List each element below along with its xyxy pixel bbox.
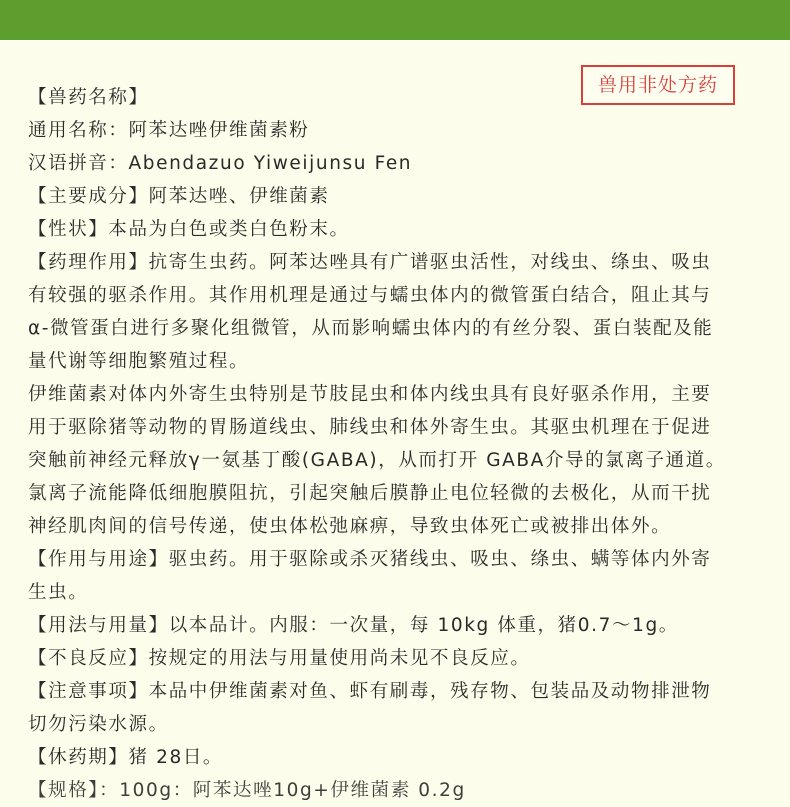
text-line: 有较强的驱杀作用。其作用机理是通过与蠕虫体内的微管蛋白结合，阻止其与 — [28, 285, 712, 306]
text-line: 汉语拼音：Abendazuo Yiweijunsu Fen — [28, 153, 413, 174]
text-line: 【不良反应】按规定的用法与用量使用尚未见不良反应。 — [28, 648, 531, 669]
otc-badge: 兽用非处方药 — [581, 65, 735, 105]
text-line: α-微管蛋白进行多聚化组微管，从而影响蠕虫体内的有丝分裂、蛋白装配及能 — [28, 318, 714, 339]
text-line: 【休药期】猪 28日。 — [28, 747, 224, 768]
text-line: 用于驱除猪等动物的胃肠道线虫、肺线虫和体外寄生虫。其驱虫机理在于促进 — [28, 417, 712, 438]
top-banner — [0, 0, 790, 40]
text-line: 【药理作用】抗寄生虫药。阿苯达唑具有广谱驱虫活性，对线虫、绦虫、吸虫 — [28, 252, 712, 273]
text-line: 【用法与用量】以本品计。内服：一次量，每 10kg 体重，猪0.7～1g。 — [28, 615, 679, 636]
text-line: 【主要成分】阿苯达唑、伊维菌素 — [28, 186, 330, 207]
label-text-body — [28, 81, 778, 807]
text-line: 伊维菌素对体内外寄生虫特别是节肢昆虫和体内线虫具有良好驱杀作用，主要 — [28, 384, 712, 405]
text-line: 氯离子流能降低细胞膜阻抗，引起突触后膜静止电位轻微的去极化，从而干扰 — [28, 483, 712, 504]
text-line: 【性状】本品为白色或类白色粉末。 — [28, 219, 350, 240]
text-line: 【规格】：100g：阿苯达唑10g+伊维菌素 0.2g — [28, 780, 466, 801]
text-line: 突触前神经元释放γ一氨基丁酸(GABA)，从而打开 GABA介导的氯离子通道。 — [28, 450, 726, 471]
text-line: 通用名称：阿苯达唑伊维菌素粉 — [28, 120, 310, 141]
text-line: 【注意事项】本品中伊维菌素对鱼、虾有刷毒，残存物、包装品及动物排泄物 — [28, 681, 712, 702]
text-line: 【作用与用途】驱虫药。用于驱除或杀灭猪线虫、吸虫、绦虫、螨等体内外寄 — [28, 549, 712, 570]
text-line: 量代谢等细胞繁殖过程。 — [28, 351, 250, 372]
text-line: 生虫。 — [28, 582, 89, 603]
text-line: 【兽药名称】 — [28, 87, 149, 108]
text-line: 神经肌肉间的信号传递，使虫体松弛麻痹，导致虫体死亡或被排出体外。 — [28, 516, 672, 537]
text-line: 切勿污染水源。 — [28, 714, 169, 735]
